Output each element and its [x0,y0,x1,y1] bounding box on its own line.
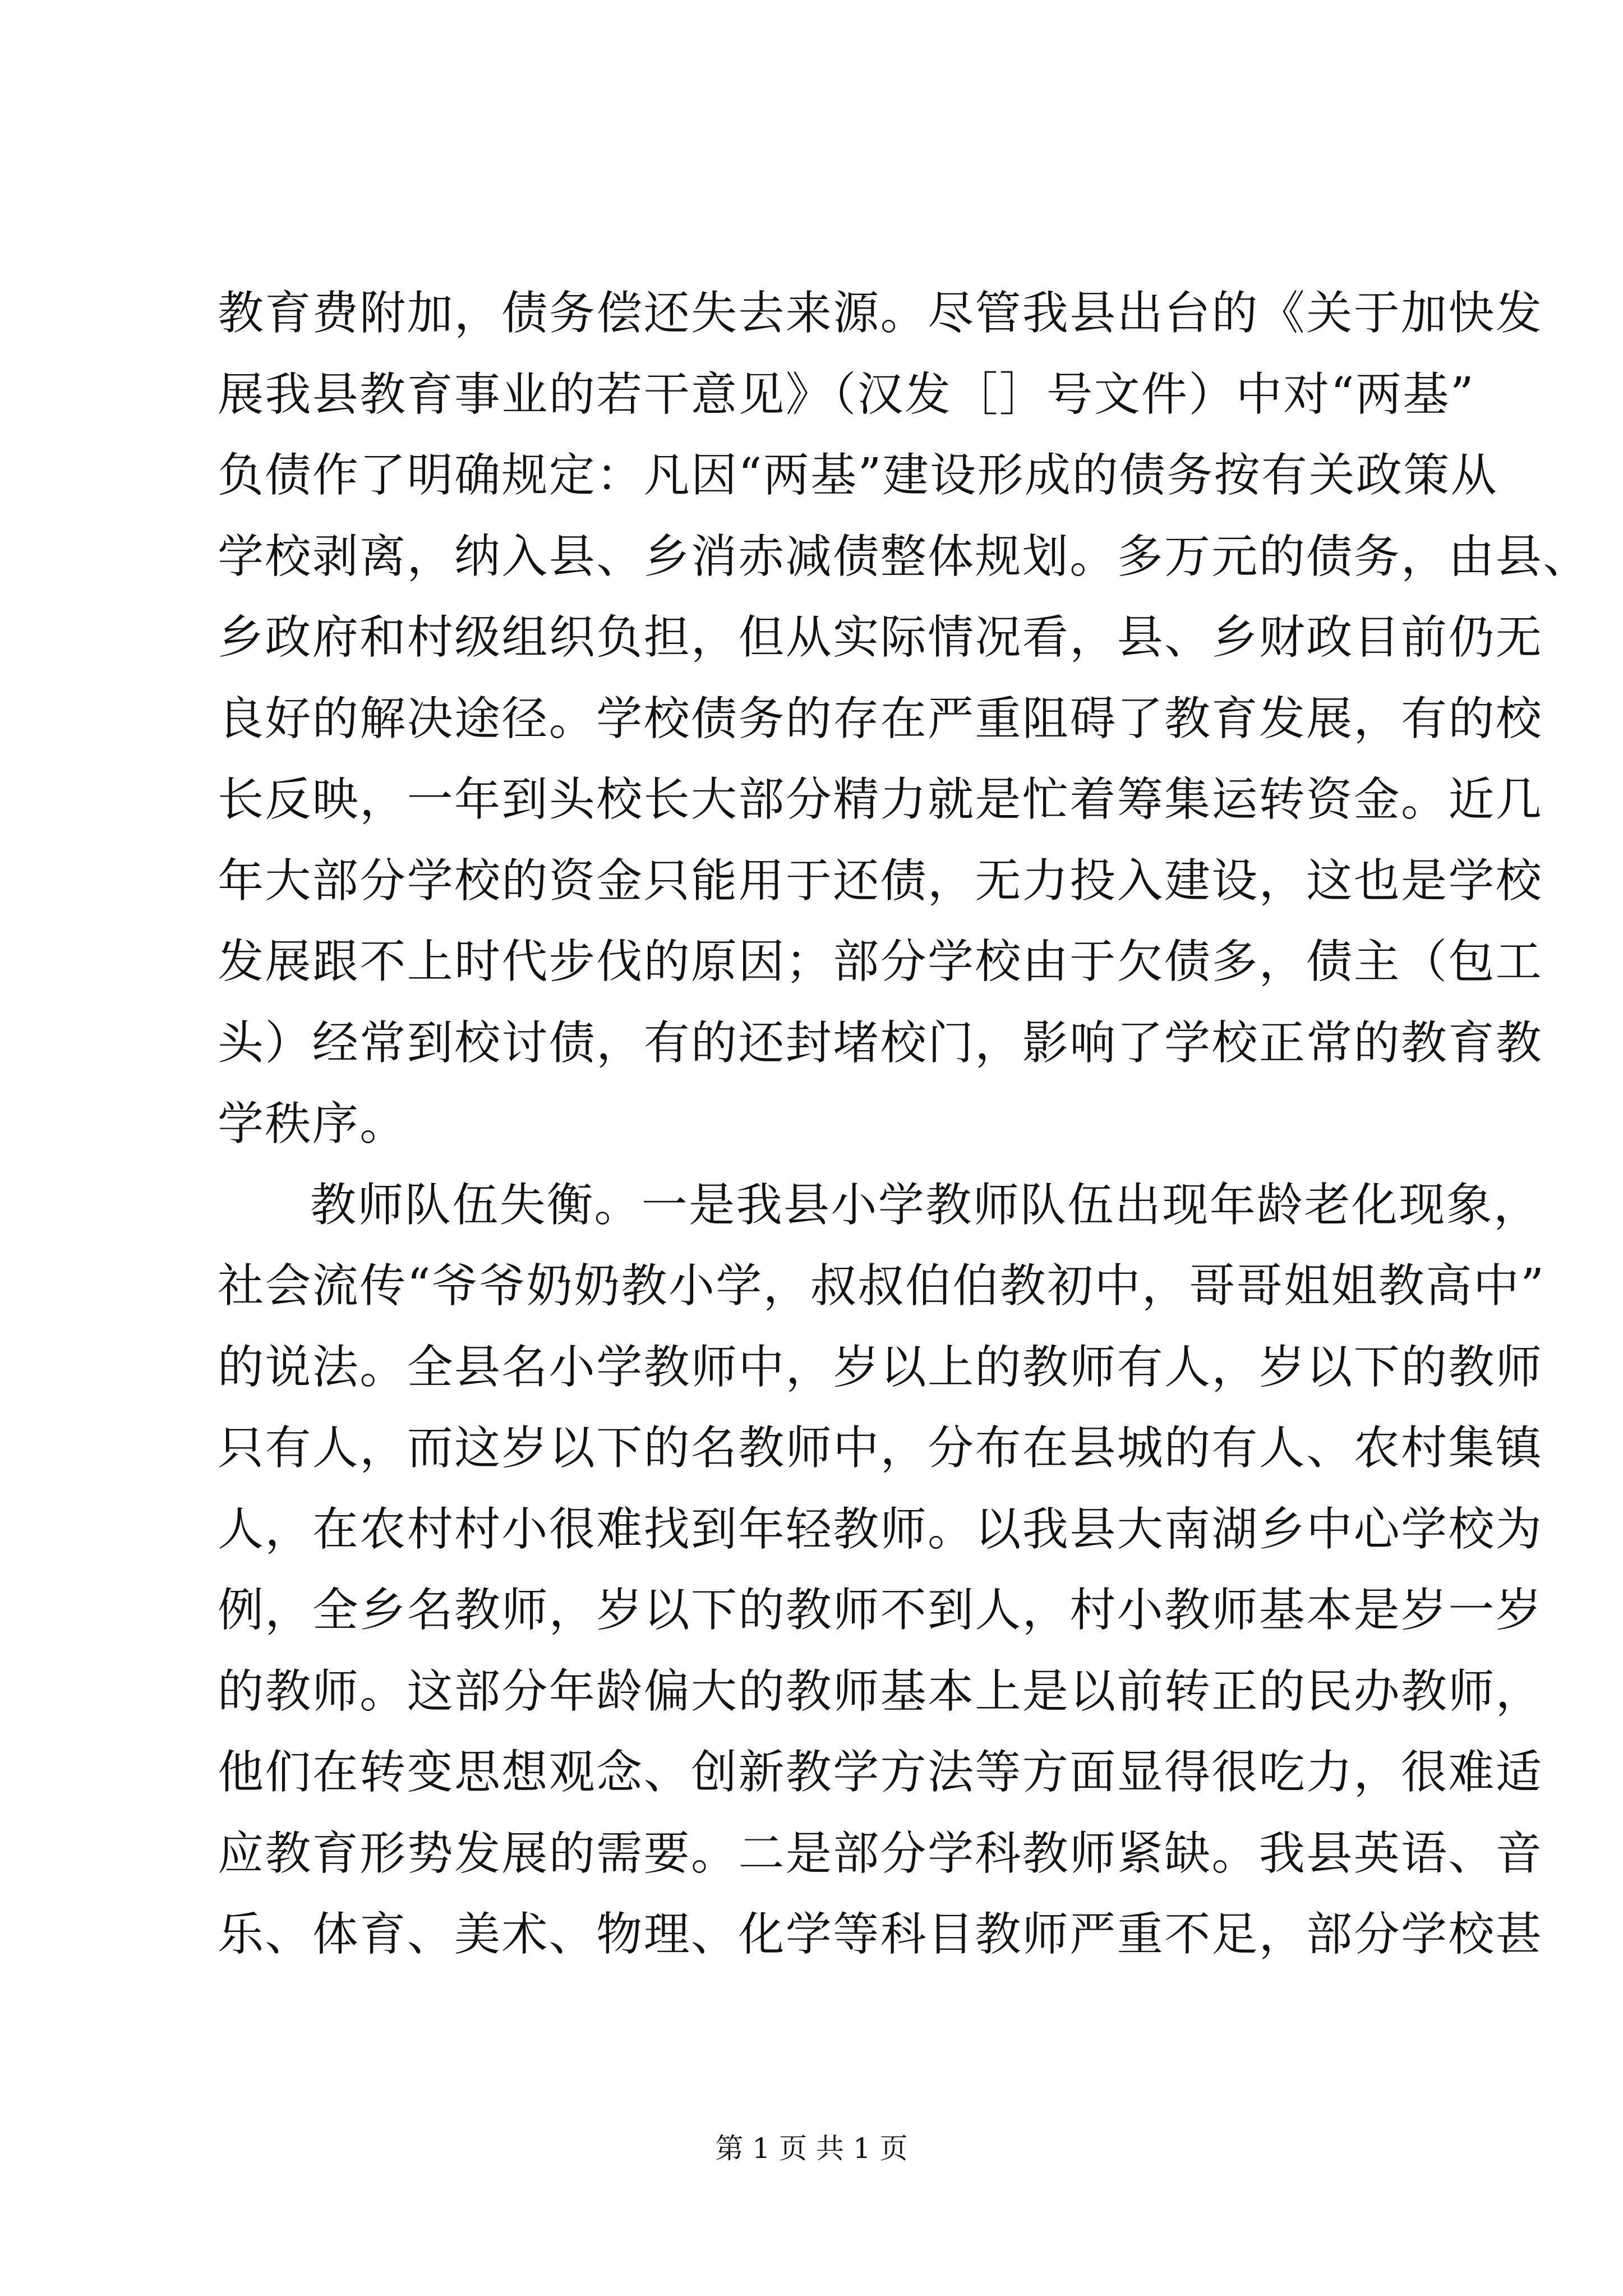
text-line: 教育费附加，债务偿还失去来源。尽管我县出台的《关于加快发 [218,287,1543,340]
text-line: 学秩序。 [218,1097,407,1151]
text-line: 展我县教育事业的若干意见》（汉发［］号文件）中对“两基” [218,367,1476,421]
text-line: 学校剥离，纳入县、乡消赤减债整体规划。多万元的债务，由县、 [218,530,1590,583]
text-line: 负债作了明确规定：凡因“两基”建设形成的债务按有关政策从 [218,449,1498,502]
text-line: 教师队伍失衡。一是我县小学教师队伍出现年龄老化现象， [310,1178,1541,1232]
text-line: 例，全乡名教师，岁以下的教师不到人，村小教师基本是岁一岁 [218,1584,1543,1637]
text-line: 头）经常到校讨债，有的还封堵校门，影响了学校正常的教育教 [218,1016,1543,1070]
text-line: 发展跟不上时代步伐的原因；部分学校由于欠债多，债主（包工 [218,935,1543,988]
text-line: 良好的解决途径。学校债务的存在严重阻碍了教育发展，有的校 [218,692,1543,746]
page-footer [0,2129,1623,2168]
text-line: 他们在转变思想观念、创新教学方法等方面显得很吃力，很难适 [218,1746,1543,1799]
page-number: 第 1 页 共 1 页 [715,2132,908,2165]
text-line: 只有人，而这岁以下的名教师中，分布在县城的有人、农村集镇 [218,1421,1543,1475]
paragraph-2 [218,1165,1546,1976]
text-line: 人，在农村村小很难找到年轻教师。以我县大南湖乡中心学校为 [218,1502,1543,1556]
text-line: 应教育形势发展的需要。二是部分学科教师紧缺。我县英语、音 [218,1826,1543,1880]
text-line: 长反映，一年到头校长大部分精力就是忙着筹集运转资金。近几 [218,773,1543,826]
text-line: 的说法。全县名小学教师中，岁以上的教师有人，岁以下的教师 [218,1340,1543,1394]
text-line: 的教师。这部分年龄偏大的教师基本上是以前转正的民办教师， [218,1664,1543,1718]
paragraph-1 [218,273,1590,1165]
text-line: 社会流传“爷爷奶奶教小学，叔叔伯伯教初中，哥哥姐姐教高中” [218,1259,1546,1313]
body-text [218,273,1590,1976]
text-line: 乐、体育、美术、物理、化学等科目教师严重不足，部分学校甚 [218,1908,1543,1961]
text-line: 年大部分学校的资金只能用于还债，无力投入建设，这也是学校 [218,854,1543,908]
text-line: 乡政府和村级组织负担，但从实际情况看，县、乡财政目前仍无 [218,611,1543,664]
